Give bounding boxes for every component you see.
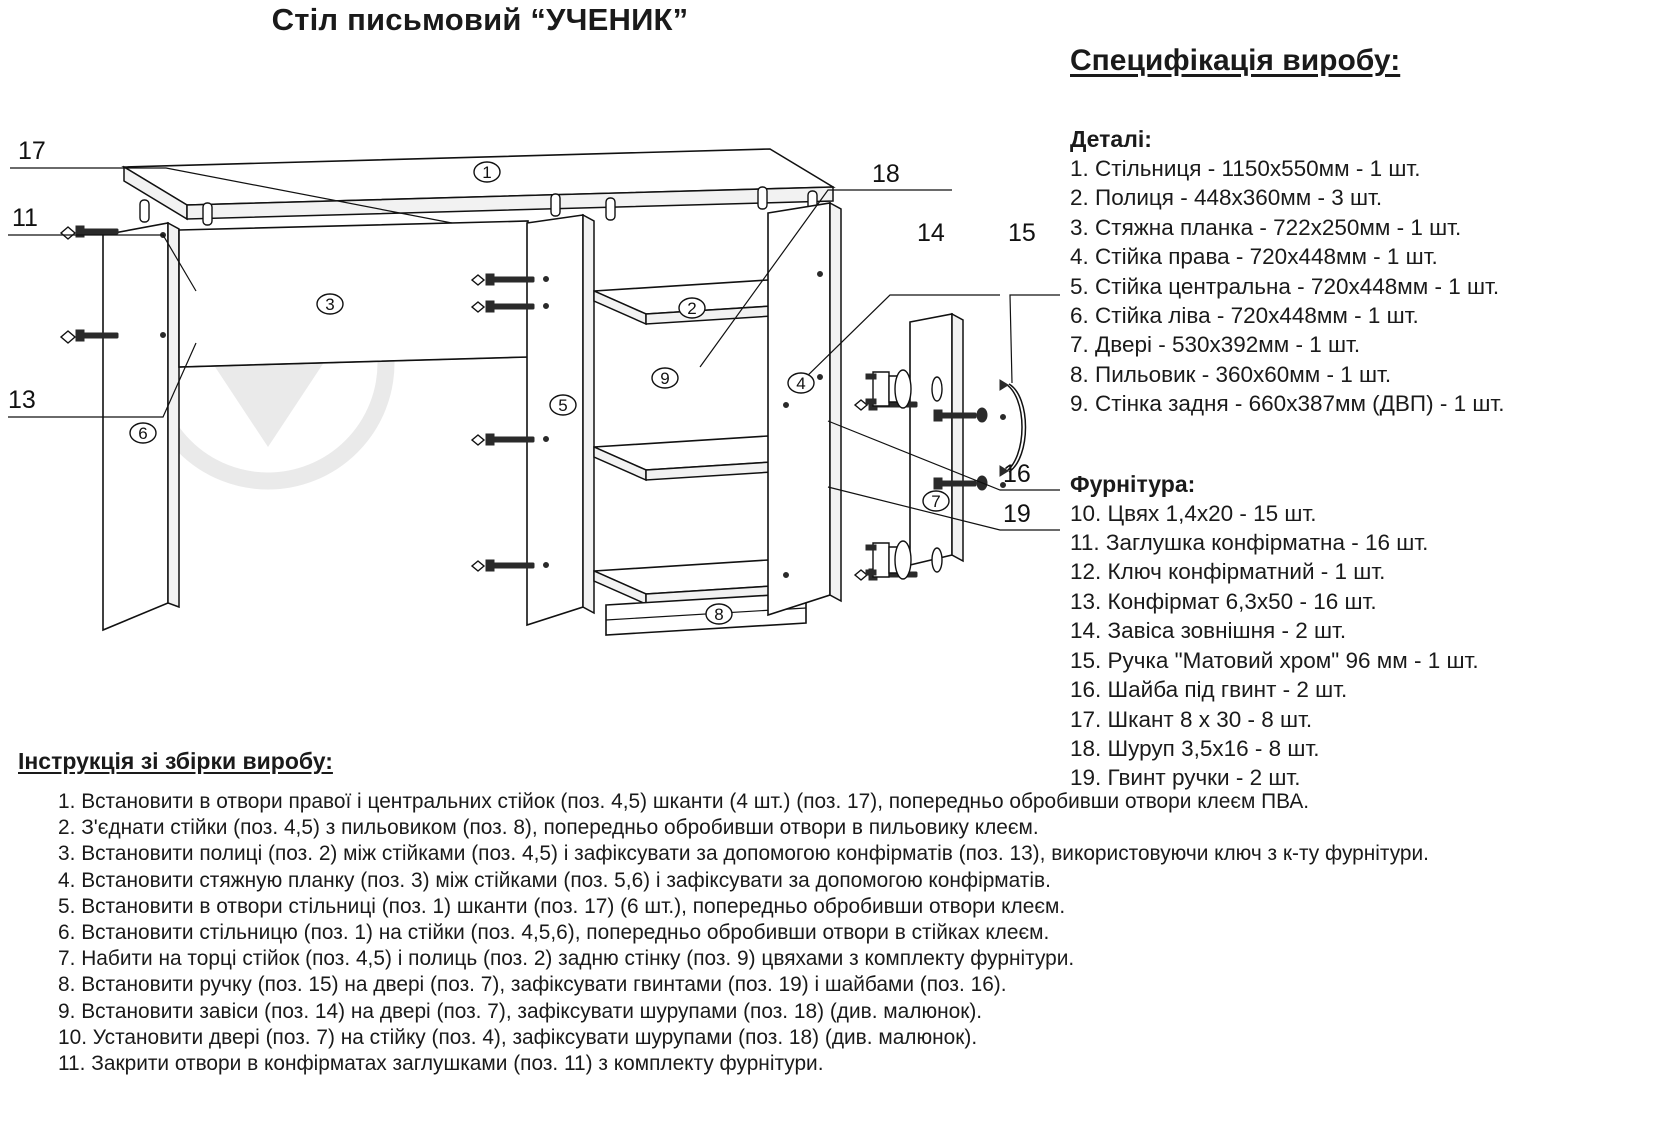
balloon-3-label: 3: [325, 295, 335, 314]
part-right-stand: [768, 203, 841, 615]
fittings-item: 17. Шкант 8 х 30 - 8 шт.: [1070, 706, 1313, 732]
instruction-step: 4. Встановити стяжную планку (поз. 3) між стійками (поз. 5,6) і зафіксувати за допомогою конфірматів.: [58, 868, 1051, 892]
fittings-item: 19. Гвинт ручки - 2 шт.: [1070, 765, 1301, 791]
fittings-heading: Фурнітура:: [1070, 470, 1196, 497]
balloon-8: [706, 604, 732, 624]
parts-item: 9. Стінка задня - 660х387мм (ДВП) - 1 шт.: [1070, 391, 1505, 417]
instruction-step: 2. З'єднати стійки (поз. 4,5) з пильовиком (поз. 8), попередньо обробивши отвори в пильовику клеєм.: [58, 816, 1039, 840]
hinge-lower: [866, 541, 911, 579]
leader-label-18: 18: [872, 160, 900, 188]
instruction-step: 7. Набити на торці стійок (поз. 4,5) і полиць (поз. 2) задню стінку (поз. 9) цвяхами з комплекту фурнітури.: [58, 947, 1075, 971]
fittings-item: 15. Ручка "Матовий хром" 96 мм - 1 шт.: [1070, 647, 1479, 673]
balloon-2: [679, 298, 705, 318]
balloon-4-label: 4: [796, 374, 806, 393]
balloon-6-label: 6: [138, 424, 148, 443]
parts-list: [1070, 154, 1650, 419]
parts-item: 4. Стійка права - 720х448мм - 1 шт.: [1070, 244, 1438, 270]
parts-item: 2. Полиця - 448х360мм - 3 шт.: [1070, 185, 1383, 211]
parts-item: 5. Стійка центральна - 720х448мм - 1 шт.: [1070, 273, 1500, 299]
instruction-step: 9. Встановити завіси (поз. 14) на двері (поз. 7), зафіксувати шурупами (поз. 18) (див. малюнок).: [58, 999, 983, 1023]
instruction-step: 1. Встановити в отвори правої і центральних стійок (поз. 4,5) шканти (4 шт.) (поз. 17), попередньо обробивши отвори клеєм ПВА.: [58, 790, 1310, 813]
instruction-step: 5. Встановити в отвори стільниці (поз. 1) шканти (поз. 17) (6 шт.), попередньо обробивши отвори клеєм.: [58, 894, 1066, 918]
balloon-2-label: 2: [687, 299, 697, 318]
leader-label-19: 19: [1003, 500, 1031, 528]
instruction-step: 3. Встановити полиці (поз. 2) між стійками (поз. 4,5) і зафіксувати за допомогою конфірматів (поз. 13), використовуючи ключ з к-ту фурнітури.: [58, 842, 1429, 866]
fittings-item: 14. Завіса зовнішня - 2 шт.: [1070, 618, 1347, 644]
instruction-step: 11. Закрити отвори в конфірматах заглушками (поз. 11) з комплекту фурнітури.: [58, 1052, 824, 1076]
balloon-1-label: 1: [482, 163, 492, 182]
leader-label-17: 17: [18, 137, 46, 165]
fittings-item: 12. Ключ конфірматний - 1 шт.: [1070, 559, 1386, 585]
instruction-step: 6. Встановити стільницю (поз. 1) на стійки (поз. 4,5,6), попередньо обробивши отвори в стійках клеєм.: [58, 921, 1050, 945]
parts-item: 6. Стійка ліва - 720х448мм - 1 шт.: [1070, 303, 1419, 329]
hinge-upper: [866, 370, 911, 408]
instruction-step: 10. Установити двері (поз. 7) на стійку (поз. 4), зафіксувати шурупами (поз. 18) (див. малюнок).: [58, 1025, 978, 1049]
balloon-5-label: 5: [558, 396, 568, 415]
instruction-step: 8. Встановити ручку (поз. 15) на двері (поз. 7), зафіксувати гвинтами (поз. 19) і шайбами (поз. 16).: [58, 973, 1007, 997]
balloon-7: [923, 491, 949, 511]
part-central-stand: [527, 215, 594, 625]
parts-item: 1. Стільниця - 1150х550мм - 1 шт.: [1070, 156, 1421, 181]
balloon-7-label: 7: [931, 492, 941, 511]
balloon-6: [130, 423, 156, 443]
balloon-9-label: 9: [660, 369, 670, 388]
parts-item: 8. Пильовик - 360х60мм - 1 шт.: [1070, 361, 1392, 387]
fittings-item: 16. Шайба під гвинт - 2 шт.: [1070, 677, 1348, 703]
instructions-heading: Інструкція зі збірки виробу:: [18, 748, 333, 774]
balloon-4: [788, 373, 814, 393]
balloon-1: [474, 162, 500, 182]
part-tie-rail: [179, 221, 528, 367]
parts-item: 3. Стяжна планка - 722х250мм - 1 шт.: [1070, 214, 1462, 240]
leader-label-16: 16: [1003, 460, 1031, 488]
leader-label-11: 11: [12, 204, 38, 232]
instructions-list: [18, 789, 1648, 1077]
fittings-item: 10. Цвях 1,4х20 - 15 шт.: [1070, 500, 1317, 526]
balloon-8-label: 8: [714, 605, 724, 624]
leader-label-14: 14: [917, 219, 945, 247]
specification-heading: Специфікація виробу:: [1070, 44, 1401, 77]
assembly-drawing: [0, 95, 1060, 755]
balloon-3: [317, 294, 343, 314]
part-door: [910, 314, 963, 565]
fittings-item: 11. Заглушка конфірматна - 16 шт.: [1070, 530, 1429, 556]
specification-panel: [1070, 44, 1650, 793]
fittings-item: 18. Шуруп 3,5х16 - 8 шт.: [1070, 735, 1320, 761]
spacer: [1070, 419, 1650, 471]
page-title: Стіл письмовий “УЧЕНИК”: [271, 2, 689, 37]
parts-item: 7. Двері - 530х392мм - 1 шт.: [1070, 332, 1361, 358]
part-tabletop: [124, 149, 833, 219]
leader-label-13: 13: [8, 386, 36, 414]
balloon-9: [652, 368, 678, 388]
parts-heading: Деталі:: [1070, 126, 1152, 152]
leader-label-15: 15: [1008, 219, 1036, 247]
fittings-item: 13. Конфірмат 6,3х50 - 16 шт.: [1070, 588, 1377, 614]
balloon-5: [550, 395, 576, 415]
instructions-block: [18, 748, 1648, 1077]
